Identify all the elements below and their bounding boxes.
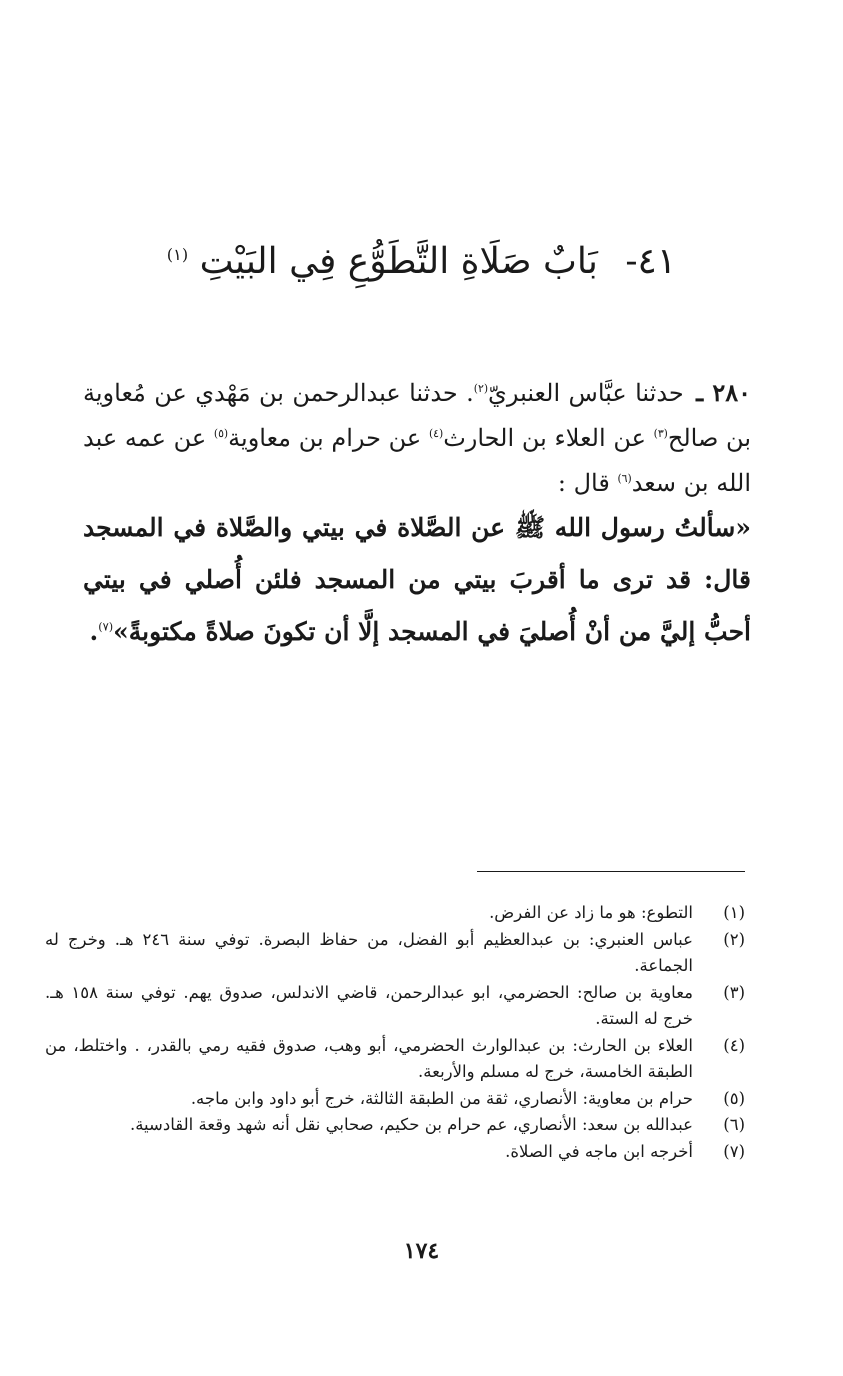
matn-text: «سألتُ رسول الله ﷺ عن الصَّلاة في بيتي والصَّلاة في المسجد قال: قد ترى ما أقربَ بيتي من المسجد فلئن أُصلي في بيتي أحبُّ إليَّ من أنْ أُصليَ في المسجد إلَّا أن تكونَ صلاةً مكتوبةً» — [83, 513, 751, 646]
footnote-number: (٦) — [723, 1115, 745, 1134]
isnad-text: عن عمه عبد الله بن سعد — [83, 424, 751, 497]
chapter-title: بَابٌ صَلَاةِ التَّطَوُّعِ فِي البَيْتِ — [199, 241, 598, 282]
isnad-text: عن حرام بن معاوية — [228, 424, 429, 452]
footnote-number: (٥) — [723, 1088, 745, 1108]
hadith-matn — [83, 502, 751, 658]
footnote-number: (٣) — [723, 982, 745, 1002]
footnote — [45, 1112, 745, 1139]
chapter-number: ٤١- — [625, 241, 677, 282]
footnote-text: التطوع: هو ما زاد عن الفرض. — [489, 903, 693, 922]
footnote-text: أخرجه ابن ماجه في الصلاة. — [505, 1141, 693, 1161]
footnote-text: معاوية بن صالح: الحضرمي، ابو عبدالرحمن، قاضي الاندلس، صدوق يهم. توفي سنة ١٥٨ هـ. خرج له الستة. — [45, 982, 693, 1028]
footnote-ref: (٥) — [213, 427, 229, 440]
footnote — [45, 900, 745, 927]
footnote-ref: (٢) — [473, 382, 489, 395]
isnad-text: عن العلاء بن الحارث — [443, 424, 654, 452]
footnote-ref: (٧) — [98, 620, 114, 634]
footnote — [45, 1086, 745, 1113]
hadith-number: ٢٨٠ ـ — [696, 378, 752, 407]
footnote-ref: (٣) — [653, 427, 668, 440]
page-number: ١٧٤ — [403, 1238, 440, 1264]
footnote-text: عباس العنبري: بن عبدالعظيم أبو الفضل، من حفاظ البصرة. توفي سنة ٢٤٦ هـ. وخرج له الجماعة. — [45, 929, 693, 975]
footnotes — [45, 900, 745, 1165]
footnote — [45, 1139, 745, 1166]
footnote-separator — [477, 871, 745, 872]
footnote-ref: (٦) — [617, 472, 632, 485]
footnote-number: (٧) — [723, 1141, 745, 1161]
chapter-footnote-ref: (١) — [166, 245, 189, 264]
footnote-text: العلاء بن الحارث: بن عبدالوارث الحضرمي، أبو وهب، صدوق فقيه رمي بالقدر، . واختلط، من الطبقة الخامسة، خرج له مسلم والأربعة. — [45, 1035, 693, 1081]
matn-end: . — [89, 617, 99, 646]
hadith-isnad — [83, 370, 751, 506]
footnote — [45, 927, 745, 980]
footnote-ref: (٤) — [428, 427, 444, 440]
footnote-text: حرام بن معاوية: الأنصاري، ثقة من الطبقة الثالثة، خرج أبو داود وابن ماجه. — [190, 1088, 693, 1108]
isnad-text: . حدثنا عبدالرحمن بن مَهْدي عن مُعاوية بن صالح — [83, 379, 752, 452]
isnad-text: قال : — [557, 469, 618, 497]
footnote — [45, 1033, 745, 1086]
footnote-number: (٢) — [723, 929, 745, 949]
footnote-number: (٤) — [723, 1035, 745, 1055]
chapter-heading — [120, 232, 723, 292]
isnad-text: حدثنا عبَّاس العنبريّ — [488, 379, 684, 407]
footnote-text: عبدالله بن سعد: الأنصاري، عم حرام بن حكيم، صحابي نقل أنه شهد وقعة القادسية. — [129, 1115, 693, 1134]
footnote — [45, 980, 745, 1033]
footnote-number: (١) — [723, 903, 745, 922]
